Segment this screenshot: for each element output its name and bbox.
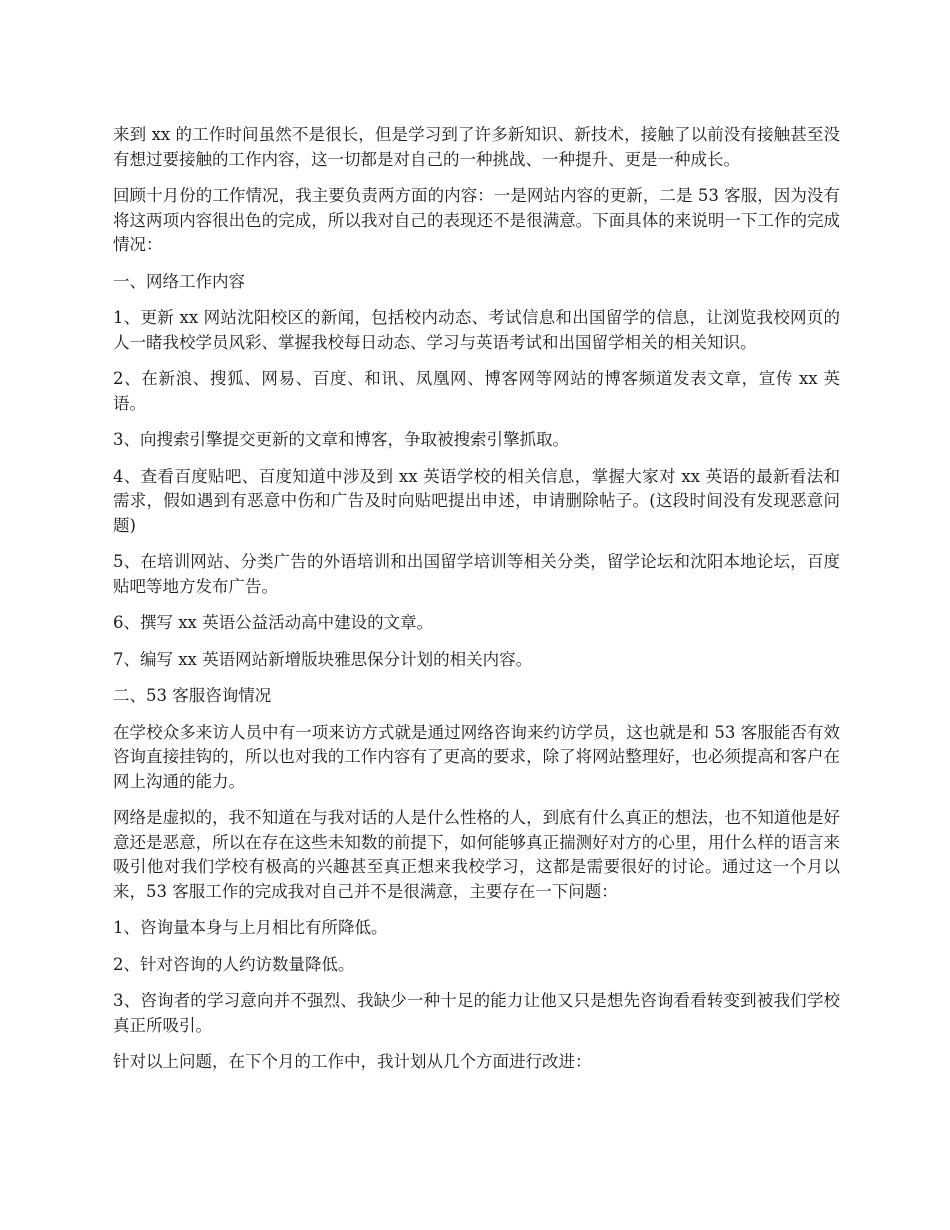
review-paragraph: 回顾十月份的工作情况，我主要负责两方面的内容：一是网站内容的更新，二是 53 客服，因为没有将这两项内容很出色的完成，所以我对自己的表现还不是很满意。下面具体的来说明一下工作的完成情况：	[113, 186, 840, 254]
section-heading-network: 一、网络工作内容	[113, 271, 245, 291]
network-item-3: 3、向搜索引擎提交更新的文章和博客，争取被搜索引擎抓取。	[113, 430, 569, 449]
customer-service-paragraph-1: 在学校众多来访人员中有一项来访方式就是通过网络咨询来约访学员，这也就是和 53 客服能否有效咨询直接挂钩的，所以也对我的工作内容有了更高的要求，除了将网站整理好，也必须提高和客户在网上沟通的能力。	[113, 722, 840, 791]
network-item-6: 6、撰写 xx 英语公益活动高中建设的文章。	[113, 613, 434, 632]
network-item-2: 2、在新浪、搜狐、网易、百度、和讯、凤凰网、博客网等网站的博客频道发表文章，宣传 xx 英语。	[113, 369, 840, 413]
problem-item-3: 3、咨询者的学习意向并不强烈、我缺少一种十足的能力让他又只是想先咨询看看转变到被我们学校真正所吸引。	[113, 991, 840, 1035]
problem-item-1: 1、咨询量本身与上月相比有所降低。	[113, 918, 388, 937]
section-heading-customer-service: 二、53 客服咨询情况	[113, 686, 272, 705]
network-item-4: 4、查看百度贴吧、百度知道中涉及到 xx 英语学校的相关信息，掌握大家对 xx 英语的最新看法和需求，假如遇到有恶意中伤和广告及时向贴吧提出申述，申请删除帖子。(这段时间没有发现恶意问题)	[113, 466, 840, 535]
improvement-intro: 针对以上问题，在下个月的工作中，我计划从几个方面进行改进：	[113, 1052, 592, 1071]
document-body	[113, 123, 840, 1087]
network-item-7: 7、编写 xx 英语网站新增版块雅思保分计划的相关内容。	[113, 649, 533, 669]
problem-item-2: 2、针对咨询的人约访数量降低。	[113, 954, 355, 974]
network-item-1: 1、更新 xx 网站沈阳校区的新闻，包括校内动态、考试信息和出国留学的信息，让浏览我校网页的人一睹我校学员风彩、掌握我校每日动态、学习与英语考试和出国留学相关的相关知识。	[113, 308, 840, 352]
customer-service-paragraph-2: 网络是虚拟的，我不知道在与我对话的人是什么性格的人，到底有什么真正的想法，也不知道他是好意还是恶意，所以在存在这些未知数的前提下，如何能够真正揣测好对方的心里，用什么样的语言来吸引他对我们学校有极高的兴趣甚至真正想来我校学习，这都是需要很好的讨论。通过这一个月以来，53 客服工作的完成我对自己并不是很满意，主要存在一下问题：	[113, 808, 840, 901]
intro-paragraph: 来到 xx 的工作时间虽然不是很长，但是学习到了许多新知识、新技术，接触了以前没有接触甚至没有想过要接触的工作内容，这一切都是对自己的一种挑战、一种提升、更是一种成长。	[113, 125, 840, 169]
network-item-5: 5、在培训网站、分类广告的外语培训和出国留学培训等相关分类，留学论坛和沈阳本地论坛，百度贴吧等地方发布广告。	[113, 552, 840, 596]
